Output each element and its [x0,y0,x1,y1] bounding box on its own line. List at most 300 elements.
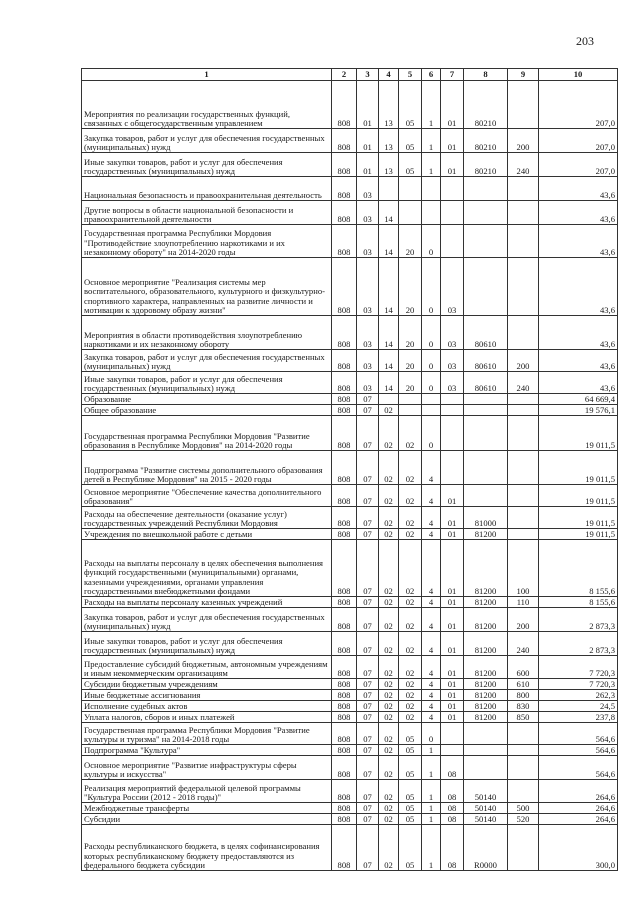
cell-razdel: 03 [357,201,379,225]
cell-razdel: 07 [357,394,379,405]
cell-expense-code: 81200 [464,712,508,723]
cell-name: Общее образование [82,405,332,416]
cell-program: 02 [399,701,422,712]
cell-razdel: 03 [357,258,379,316]
cell-razdel: 07 [357,756,379,780]
cell-event: 01 [441,608,464,632]
table-row [82,814,618,825]
cell-expense-type [508,745,539,756]
cell-razdel: 07 [357,507,379,529]
table-row [82,825,618,871]
cell-subprogram: 0 [422,225,441,258]
table-body [82,81,618,871]
cell-expense-type [508,723,539,745]
cell-razdel: 07 [357,701,379,712]
cell-razdel: 07 [357,780,379,803]
cell-event: 01 [441,507,464,529]
cell-expense-code: 80210 [464,153,508,177]
cell-program: 02 [399,507,422,529]
cell-expense-type: 240 [508,372,539,394]
cell-amount: 43,6 [539,177,618,201]
cell-event [441,745,464,756]
cell-name: Субсидии бюджетным учреждениям [82,679,332,690]
cell-ved: 808 [332,81,357,129]
cell-amount: 43,6 [539,258,618,316]
cell-expense-code: 80210 [464,129,508,153]
cell-razdel: 07 [357,803,379,814]
cell-podrazdel: 02 [379,712,399,723]
cell-expense-code: 80610 [464,372,508,394]
cell-program: 02 [399,485,422,507]
table-row [82,416,618,451]
cell-ved: 808 [332,723,357,745]
cell-subprogram: 1 [422,756,441,780]
cell-subprogram: 1 [422,81,441,129]
cell-subprogram: 1 [422,803,441,814]
cell-razdel: 01 [357,129,379,153]
cell-event: 01 [441,656,464,679]
cell-subprogram: 1 [422,745,441,756]
cell-program: 05 [399,153,422,177]
table-row [82,451,618,485]
cell-program [399,394,422,405]
cell-ved: 808 [332,690,357,701]
cell-subprogram: 4 [422,701,441,712]
cell-name: Государственная программа Республики Мордовия "Развитие образования в Республике Мордовия" на 2014-2020 годы [82,416,332,451]
page-number: 203 [576,34,594,48]
cell-program: 20 [399,350,422,372]
cell-ved: 808 [332,451,357,485]
cell-program [399,201,422,225]
cell-expense-type: 500 [508,803,539,814]
cell-name: Национальная безопасность и правоохранительная деятельность [82,177,332,201]
cell-podrazdel: 02 [379,723,399,745]
cell-ved: 808 [332,316,357,350]
table-row [82,372,618,394]
cell-ved: 808 [332,507,357,529]
table-row [82,656,618,679]
header-podrazdel: 4 [379,69,399,81]
cell-event [441,394,464,405]
cell-expense-type: 600 [508,656,539,679]
cell-ved: 808 [332,679,357,690]
cell-name: Подпрограмма "Развитие системы дополнительного образования детей в Республике Мордовия" на 2015 - 2020 годы [82,451,332,485]
cell-ved: 808 [332,372,357,394]
cell-podrazdel: 14 [379,372,399,394]
cell-name: Другие вопросы в области национальной безопасности и правоохранительной деятельности [82,201,332,225]
cell-subprogram: 4 [422,608,441,632]
cell-amount: 207,0 [539,129,618,153]
cell-name: Государственная программа Республики Мордовия "Развитие культуры и туризма" на 2014-2018 годы [82,723,332,745]
cell-expense-code [464,225,508,258]
cell-expense-type: 520 [508,814,539,825]
cell-ved: 808 [332,712,357,723]
cell-ved: 808 [332,632,357,656]
cell-expense-type [508,201,539,225]
cell-amount: 262,3 [539,690,618,701]
cell-subprogram: 4 [422,529,441,540]
cell-amount: 8 155,6 [539,540,618,597]
cell-razdel: 03 [357,225,379,258]
cell-razdel: 07 [357,712,379,723]
cell-expense-code [464,201,508,225]
cell-expense-code: 81200 [464,597,508,608]
header-expense-code: 8 [464,69,508,81]
cell-expense-type: 200 [508,129,539,153]
cell-program: 02 [399,712,422,723]
cell-razdel: 07 [357,656,379,679]
cell-program: 05 [399,81,422,129]
cell-name: Расходы на обеспечение деятельности (оказание услуг) государственных учреждений Республики Мордовия [82,507,332,529]
cell-name: Закупка товаров, работ и услуг для обеспечения государственных (муниципальных) нужд [82,350,332,372]
cell-subprogram [422,177,441,201]
cell-podrazdel: 14 [379,201,399,225]
cell-expense-type: 100 [508,540,539,597]
cell-razdel: 01 [357,153,379,177]
cell-razdel: 07 [357,405,379,416]
cell-amount: 7 720,3 [539,656,618,679]
cell-event: 03 [441,258,464,316]
budget-table [81,68,618,871]
cell-expense-code: 81200 [464,656,508,679]
cell-podrazdel: 02 [379,416,399,451]
cell-amount: 43,6 [539,225,618,258]
cell-program: 02 [399,451,422,485]
cell-subprogram: 0 [422,372,441,394]
cell-razdel: 03 [357,350,379,372]
cell-name: Основное мероприятие "Реализация системы мер воспитательного, образовательного, культурного и физкультурно-спортивного характера, направленных на развитие личности и мотивации к здоровому образу жизни" [82,258,332,316]
cell-expense-code [464,177,508,201]
cell-podrazdel: 02 [379,825,399,871]
cell-ved: 808 [332,803,357,814]
cell-razdel: 07 [357,632,379,656]
table-row [82,608,618,632]
cell-razdel: 03 [357,372,379,394]
cell-subprogram: 4 [422,656,441,679]
cell-event: 08 [441,814,464,825]
table-row [82,507,618,529]
table-row [82,597,618,608]
cell-amount: 237,8 [539,712,618,723]
cell-amount: 564,6 [539,756,618,780]
table-row [82,723,618,745]
cell-podrazdel: 02 [379,451,399,485]
cell-event: 01 [441,712,464,723]
cell-expense-code [464,258,508,316]
cell-ved: 808 [332,405,357,416]
cell-podrazdel: 13 [379,129,399,153]
cell-expense-code: R0000 [464,825,508,871]
cell-podrazdel: 14 [379,350,399,372]
table-row [82,756,618,780]
cell-expense-type: 850 [508,712,539,723]
cell-amount: 24,5 [539,701,618,712]
cell-podrazdel: 02 [379,632,399,656]
cell-amount: 2 873,3 [539,608,618,632]
cell-expense-code: 81000 [464,507,508,529]
cell-ved: 808 [332,153,357,177]
cell-ved: 808 [332,540,357,597]
cell-event: 01 [441,701,464,712]
cell-expense-type: 240 [508,632,539,656]
cell-subprogram: 4 [422,690,441,701]
cell-name: Образование [82,394,332,405]
cell-amount: 7 720,3 [539,679,618,690]
table-row [82,679,618,690]
cell-subprogram: 4 [422,451,441,485]
cell-expense-type [508,81,539,129]
table-row [82,394,618,405]
cell-event: 08 [441,756,464,780]
cell-amount: 564,6 [539,745,618,756]
cell-razdel: 07 [357,679,379,690]
cell-event [441,225,464,258]
cell-program: 20 [399,316,422,350]
table-row [82,540,618,597]
cell-razdel: 07 [357,825,379,871]
cell-expense-type: 200 [508,350,539,372]
cell-razdel: 07 [357,745,379,756]
cell-program: 05 [399,745,422,756]
cell-ved: 808 [332,745,357,756]
cell-program: 05 [399,814,422,825]
cell-name: Иные закупки товаров, работ и услуг для обеспечения государственных (муниципальных) нужд [82,153,332,177]
cell-amount: 564,6 [539,723,618,745]
cell-razdel: 07 [357,597,379,608]
cell-razdel: 01 [357,81,379,129]
cell-expense-code [464,405,508,416]
cell-subprogram: 0 [422,258,441,316]
cell-expense-type: 110 [508,597,539,608]
cell-event: 01 [441,81,464,129]
cell-ved: 808 [332,201,357,225]
cell-name: Иные закупки товаров, работ и услуг для обеспечения государственных (муниципальных) нужд [82,372,332,394]
cell-razdel: 07 [357,723,379,745]
cell-name: Расходы республиканского бюджета, в целях софинансирования которых республиканскому бюджету предоставляются из федерального бюджета субсидии [82,825,332,871]
cell-subprogram: 1 [422,129,441,153]
cell-name: Исполнение судебных актов [82,701,332,712]
cell-ved: 808 [332,225,357,258]
cell-program: 02 [399,632,422,656]
cell-podrazdel: 02 [379,507,399,529]
cell-event: 03 [441,350,464,372]
cell-subprogram: 1 [422,780,441,803]
cell-razdel: 07 [357,690,379,701]
cell-event: 01 [441,485,464,507]
cell-event: 08 [441,803,464,814]
table-row [82,803,618,814]
cell-podrazdel: 02 [379,405,399,416]
cell-expense-type [508,485,539,507]
cell-event: 01 [441,129,464,153]
cell-event: 01 [441,529,464,540]
cell-event [441,723,464,745]
cell-ved: 808 [332,177,357,201]
cell-name: Реализация мероприятий федеральной целевой программы "Культура России (2012 - 2018 годы)" [82,780,332,803]
cell-podrazdel: 02 [379,745,399,756]
cell-amount: 207,0 [539,81,618,129]
cell-expense-code: 81200 [464,608,508,632]
cell-amount: 300,0 [539,825,618,871]
cell-ved: 808 [332,656,357,679]
cell-expense-type [508,529,539,540]
cell-ved: 808 [332,485,357,507]
cell-expense-code [464,745,508,756]
cell-expense-type [508,225,539,258]
cell-name: Закупка товаров, работ и услуг для обеспечения государственных (муниципальных) нужд [82,129,332,153]
cell-name: Межбюджетные трансферты [82,803,332,814]
cell-name: Уплата налогов, сборов и иных платежей [82,712,332,723]
cell-name: Расходы на выплаты персоналу казенных учреждений [82,597,332,608]
cell-expense-type [508,416,539,451]
cell-program: 02 [399,540,422,597]
cell-subprogram: 0 [422,316,441,350]
cell-name: Иные бюджетные ассигнования [82,690,332,701]
cell-razdel: 03 [357,316,379,350]
cell-name: Закупка товаров, работ и услуг для обеспечения государственных (муниципальных) нужд [82,608,332,632]
cell-expense-type [508,405,539,416]
table-row [82,701,618,712]
cell-expense-code [464,756,508,780]
cell-ved: 808 [332,825,357,871]
table-row [82,225,618,258]
cell-event [441,405,464,416]
cell-amount: 19 011,5 [539,451,618,485]
cell-podrazdel: 02 [379,756,399,780]
cell-amount: 64 669,4 [539,394,618,405]
cell-program: 20 [399,225,422,258]
cell-name: Субсидии [82,814,332,825]
cell-expense-code: 80610 [464,316,508,350]
table-row [82,81,618,129]
cell-amount: 19 011,5 [539,507,618,529]
cell-program: 20 [399,372,422,394]
cell-amount: 43,6 [539,350,618,372]
cell-name: Иные закупки товаров, работ и услуг для обеспечения государственных (муниципальных) нужд [82,632,332,656]
cell-podrazdel: 02 [379,803,399,814]
cell-subprogram: 4 [422,712,441,723]
cell-expense-type [508,507,539,529]
cell-program: 02 [399,529,422,540]
cell-event: 03 [441,372,464,394]
cell-podrazdel: 02 [379,597,399,608]
cell-razdel: 07 [357,416,379,451]
cell-expense-code: 80210 [464,81,508,129]
table-row [82,712,618,723]
cell-expense-type [508,258,539,316]
cell-podrazdel: 14 [379,258,399,316]
cell-amount: 264,6 [539,780,618,803]
cell-subprogram: 1 [422,153,441,177]
cell-subprogram: 4 [422,540,441,597]
cell-expense-code: 50140 [464,803,508,814]
cell-podrazdel: 02 [379,656,399,679]
cell-podrazdel: 02 [379,780,399,803]
cell-expense-code: 81200 [464,679,508,690]
cell-ved: 808 [332,529,357,540]
cell-razdel: 07 [357,529,379,540]
cell-podrazdel: 02 [379,701,399,712]
cell-razdel: 07 [357,485,379,507]
cell-expense-type: 800 [508,690,539,701]
cell-ved: 808 [332,780,357,803]
cell-expense-type: 610 [508,679,539,690]
cell-podrazdel: 02 [379,690,399,701]
header-event: 7 [441,69,464,81]
table-row [82,350,618,372]
cell-subprogram: 4 [422,632,441,656]
cell-program: 02 [399,416,422,451]
cell-event: 08 [441,825,464,871]
cell-expense-type [508,780,539,803]
cell-name: Мероприятия в области противодействия злоупотреблению наркотиками и их незаконному обороту [82,316,332,350]
header-name: 1 [82,69,332,81]
cell-expense-code: 81200 [464,540,508,597]
cell-program: 20 [399,258,422,316]
cell-program: 05 [399,756,422,780]
cell-event: 01 [441,540,464,597]
cell-expense-type: 240 [508,153,539,177]
cell-ved: 808 [332,597,357,608]
cell-program [399,405,422,416]
cell-amount: 19 011,5 [539,416,618,451]
cell-program: 02 [399,679,422,690]
cell-subprogram: 4 [422,485,441,507]
cell-event: 01 [441,679,464,690]
cell-program: 02 [399,656,422,679]
header-expense-type: 9 [508,69,539,81]
cell-program: 05 [399,129,422,153]
table-row [82,485,618,507]
cell-event: 01 [441,632,464,656]
cell-expense-code [464,394,508,405]
cell-ved: 808 [332,701,357,712]
cell-ved: 808 [332,394,357,405]
cell-expense-type [508,825,539,871]
cell-amount: 2 873,3 [539,632,618,656]
cell-program: 05 [399,723,422,745]
cell-ved: 808 [332,350,357,372]
cell-podrazdel [379,177,399,201]
cell-expense-type: 830 [508,701,539,712]
cell-amount: 43,6 [539,201,618,225]
cell-razdel: 07 [357,814,379,825]
cell-expense-type [508,316,539,350]
cell-expense-code [464,485,508,507]
cell-amount: 43,6 [539,316,618,350]
header-razdel: 3 [357,69,379,81]
cell-program: 02 [399,690,422,701]
cell-expense-code: 50140 [464,814,508,825]
cell-expense-code: 81200 [464,529,508,540]
cell-razdel: 03 [357,177,379,201]
cell-event [441,416,464,451]
table-row [82,201,618,225]
cell-event: 01 [441,597,464,608]
cell-name: Основное мероприятие "Обеспечение качества дополнительного образования" [82,485,332,507]
cell-amount: 19 011,5 [539,529,618,540]
cell-podrazdel: 13 [379,81,399,129]
cell-subprogram: 0 [422,350,441,372]
cell-expense-code: 80610 [464,350,508,372]
cell-name: Мероприятия по реализации государственных функций, связанных с общегосударственным управлением [82,81,332,129]
cell-expense-code [464,451,508,485]
cell-expense-type [508,394,539,405]
cell-expense-type [508,177,539,201]
cell-expense-code [464,723,508,745]
cell-program: 02 [399,608,422,632]
table-row [82,129,618,153]
